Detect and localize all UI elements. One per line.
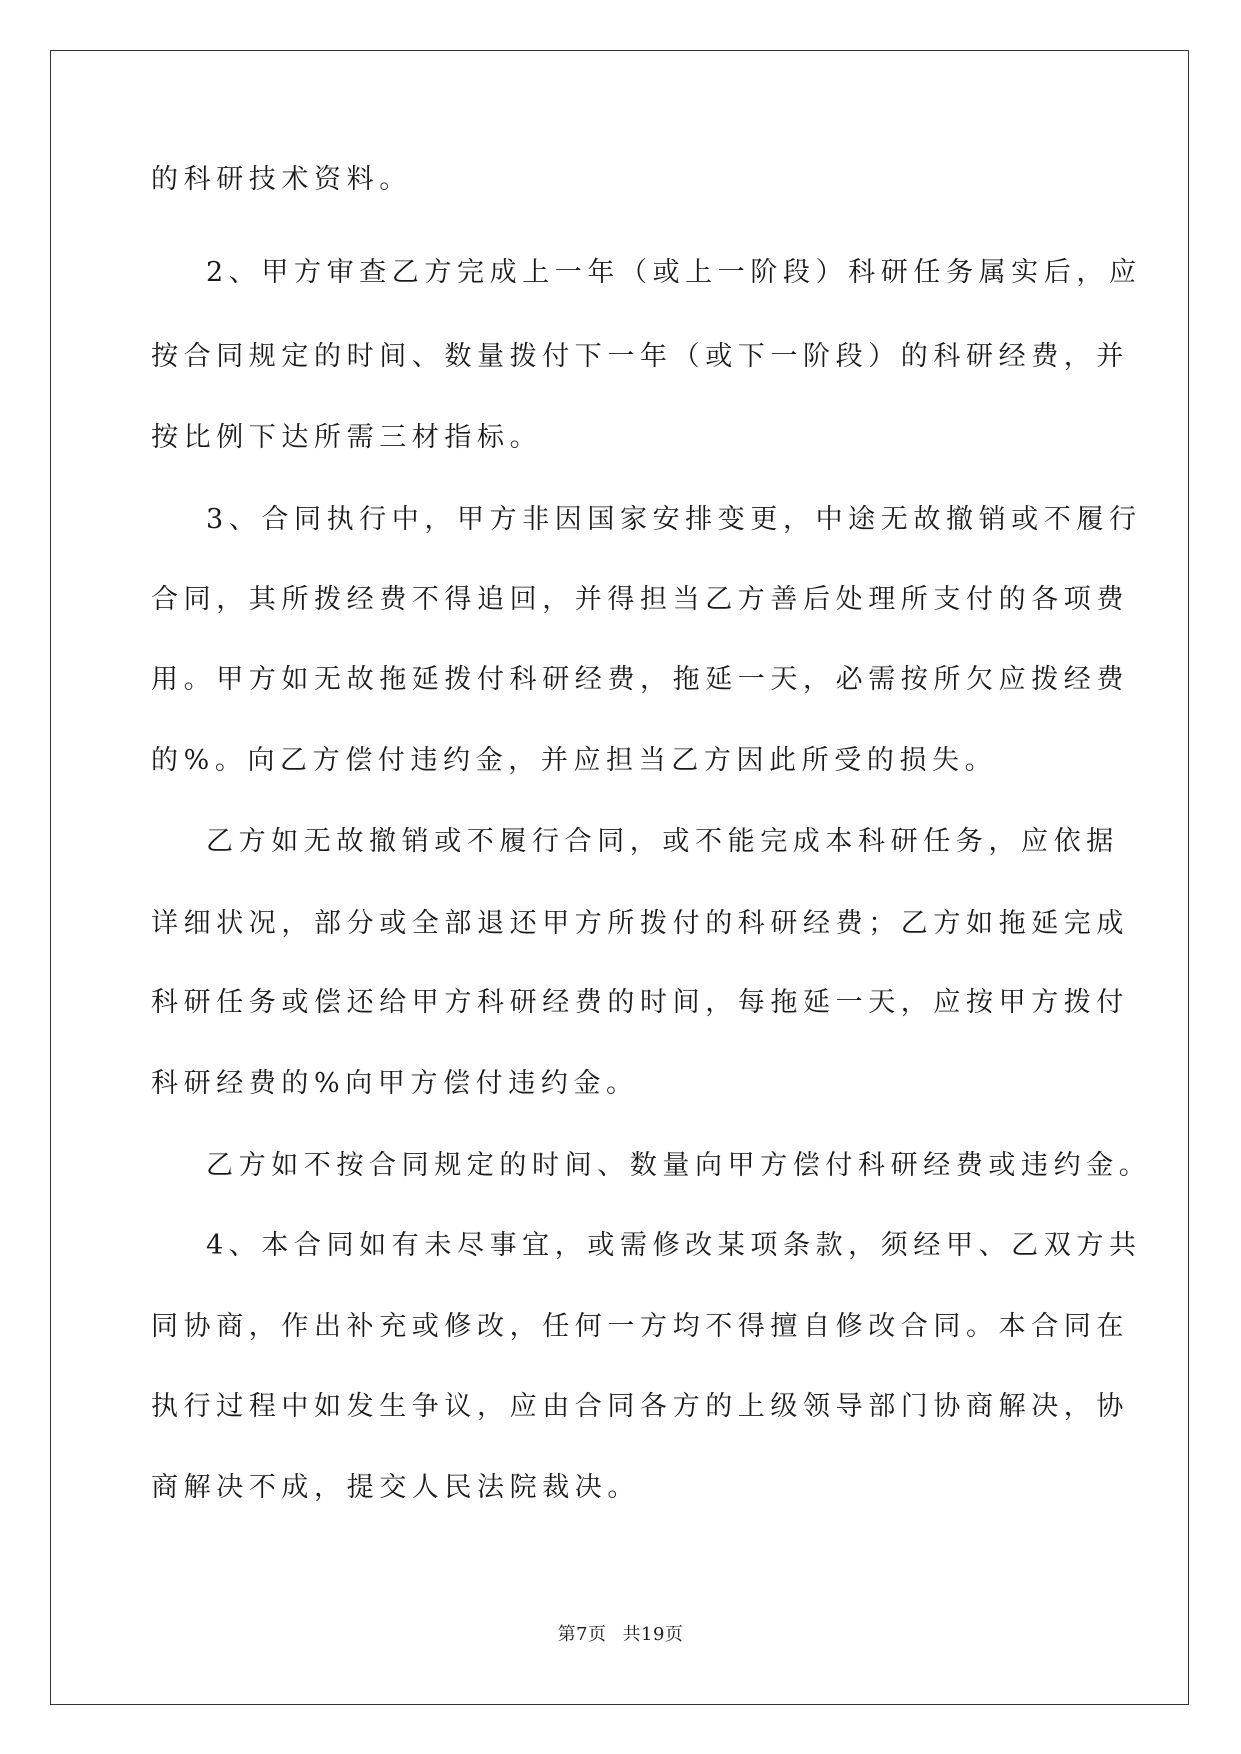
body-line-6: 合同，其所拨经费不得追回，并得担当乙方善后处理所支付的各项费 bbox=[151, 584, 1129, 615]
body-line-3: 按合同规定的时间、数量拨付下一年（或下一阶段）的科研经费，并 bbox=[151, 341, 1129, 372]
page-footer bbox=[0, 1622, 1241, 1648]
page-number-total: 共19页 bbox=[622, 1624, 684, 1645]
body-line-1: 的科研技术资料。 bbox=[151, 164, 412, 195]
body-line-14: 4、本合同如有未尽事宜，或需修改某项条款，须经甲、乙双方共 bbox=[206, 1230, 1142, 1261]
body-line-9: 乙方如无故撤销或不履行合同，或不能完成本科研任务，应依据 bbox=[206, 826, 1119, 857]
page-number-current: 第7页 bbox=[557, 1624, 607, 1645]
body-line-13: 乙方如不按合同规定的时间、数量向甲方偿付科研经费或违约金。 bbox=[206, 1150, 1152, 1181]
body-line-11: 科研任务或偿还给甲方科研经费的时间，每拖延一天，应按甲方拨付 bbox=[151, 987, 1129, 1018]
body-line-15: 同协商，作出补充或修改，任何一方均不得擅自修改合同。本合同在 bbox=[151, 1311, 1129, 1342]
body-line-5: 3、合同执行中，甲方非因国家安排变更，中途无故撤销或不履行 bbox=[206, 504, 1142, 535]
body-line-4: 按比例下达所需三材指标。 bbox=[151, 422, 543, 453]
body-line-7: 用。甲方如无故拖延拨付科研经费，拖延一天，必需按所欠应拨经费 bbox=[151, 664, 1129, 695]
body-line-16: 执行过程中如发生争议，应由合同各方的上级领导部门协商解决，协 bbox=[151, 1391, 1129, 1422]
body-line-17: 商解决不成，提交人民法院裁决。 bbox=[151, 1472, 640, 1503]
body-line-8: 的%。向乙方偿付违约金，并应担当乙方因此所受的损失。 bbox=[151, 745, 998, 776]
body-line-12: 科研经费的%向甲方偿付违约金。 bbox=[151, 1068, 639, 1099]
body-line-10: 详细状况，部分或全部退还甲方所拨付的科研经费；乙方如拖延完成 bbox=[151, 908, 1129, 939]
page-border bbox=[50, 50, 1189, 1705]
body-line-2: 2、甲方审查乙方完成上一年（或上一阶段）科研任务属实后，应 bbox=[206, 257, 1142, 288]
